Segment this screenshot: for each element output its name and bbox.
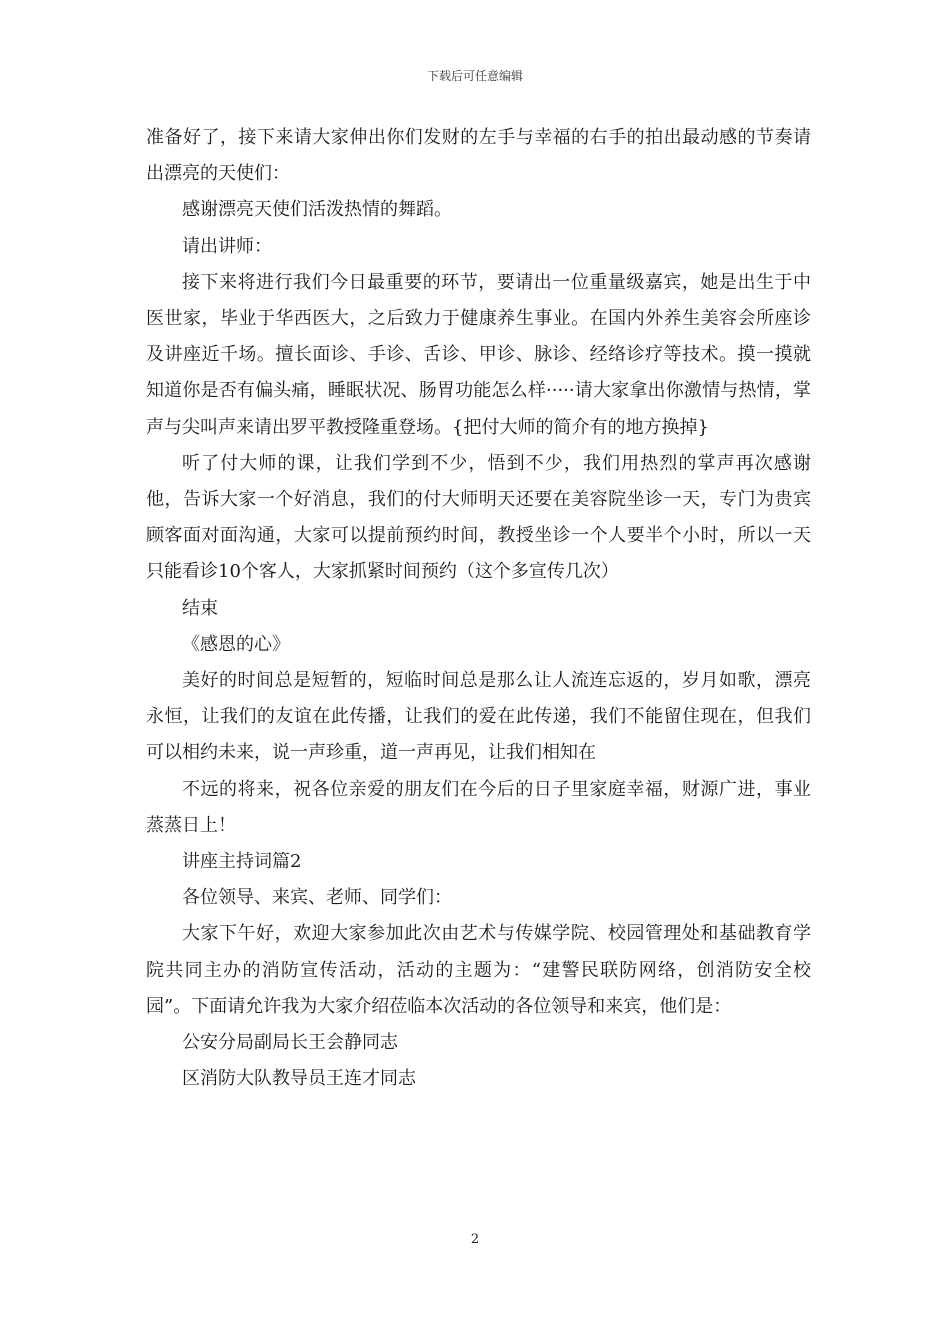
paragraph-9: 不远的将来，祝各位亲爱的朋友们在今后的日子里家庭幸福，财源广进，事业蒸蒸日上！ — [146, 778, 811, 836]
paragraph-5: 听了付大师的课，让我们学到不少，悟到不少，我们用热烈的掌声再次感谢他，告诉大家一个好消息，我们的付大师明天还要在美容院坐诊一天，专门为贵宾顾客面对面沟通，大家可以提前预约时间，教授坐诊一个人要半个小时，所以一天只能看诊10个客人，大家抓紧时间预约（这个多宣传几次） — [146, 452, 811, 583]
paragraph-6: 结束 — [182, 597, 218, 619]
paragraph-11: 各位领导、来宾、老师、同学们： — [182, 887, 452, 909]
paragraph-12: 大家下午好，欢迎大家参加此次由艺术与传媒学院、校园管理处和基础教育学院共同主办的消防宣传活动，活动的主题为：“建警民联防网络，创消防安全校园”。下面请允许我为大家介绍莅临本次活动的各位领导和来宾，他们是： — [146, 923, 811, 1017]
paragraph-2: 感谢漂亮天使们活泼热情的舞蹈。 — [182, 199, 452, 221]
paragraph-7: 《感恩的心》 — [182, 633, 290, 655]
page-number: 2 — [470, 1232, 480, 1247]
paragraph-3: 请出讲师： — [182, 235, 272, 257]
paragraph-4: 接下来将进行我们今日最重要的环节，要请出一位重量级嘉宾，她是出生于中医世家，毕业于华西医大，之后致力于健康养生事业。在国内外养生美容会所座诊及讲座近千场。擅长面诊、手诊、舌诊、甲诊、脉诊、经络诊疗等技术。摸一摸就知道你是否有偏头痛，睡眠状况、肠胃功能怎么样·····请大家拿出你激情与热情，掌声与尖叫声来请出罗平教授隆重登场。{把付大师的简介有的地方换掉} — [146, 271, 811, 438]
document-body — [146, 120, 811, 1097]
paragraph-13: 公安分局副局长王会静同志 — [182, 1032, 398, 1054]
paragraph-1: 准备好了，接下来请大家伸出你们发财的左手与幸福的右手的拍出最动感的节奏请出漂亮的天使们： — [146, 127, 811, 185]
paragraph-8: 美好的时间总是短暂的，短临时间总是那么让人流连忘返的，岁月如歌，漂亮永恒，让我们的友谊在此传播，让我们的爱在此传递，我们不能留住现在，但我们可以相约未来，说一声珍重，道一声再见，让我们相知在 — [146, 670, 811, 764]
page-header: 下载后可任意编辑 — [426, 69, 523, 83]
paragraph-10: 讲座主持词篇2 — [182, 851, 302, 873]
paragraph-14: 区消防大队教导员王连才同志 — [182, 1068, 416, 1090]
